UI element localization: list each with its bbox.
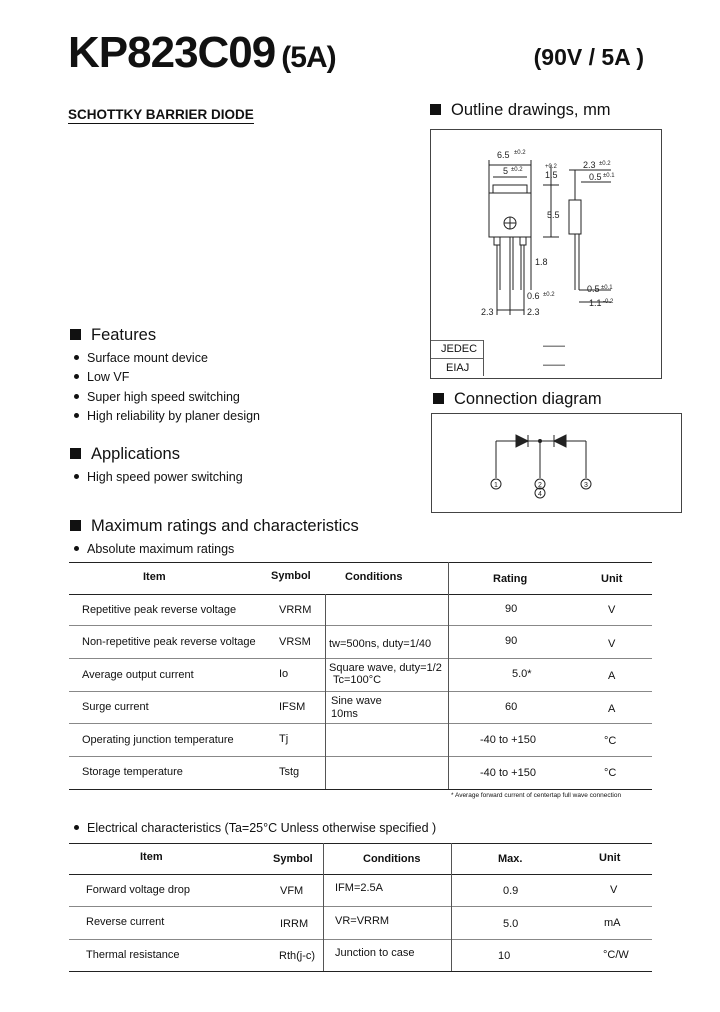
eiaj-value: —— [543, 359, 565, 371]
dim-h3: 1.8 [535, 257, 548, 267]
table-row-symbol: VRSM [279, 636, 311, 648]
table-row-rating: 90 [505, 603, 518, 615]
table-row-symbol: Rth(j-c) [279, 950, 316, 962]
table-row-symbol: VRRM [279, 604, 312, 616]
table-row-item: Operating junction temperature [82, 734, 234, 746]
dim-lead2: 1.1 [589, 298, 602, 308]
pin-1-label: 1 [494, 482, 498, 489]
dim-w1: 6.5 [497, 150, 510, 160]
bullet-icon [74, 546, 79, 551]
rating-summary: (90V / 5A ) [533, 44, 644, 70]
table-row-rating: 5.0* [512, 668, 532, 680]
svg-text:+0.2: +0.2 [545, 164, 557, 170]
dim-h1: 1.5 [545, 170, 558, 180]
jedec-value: —— [543, 340, 565, 352]
square-bullet-icon [70, 448, 81, 459]
table-row-unit: V [608, 604, 616, 616]
footnote: * Average forward current of centertap full wave connection [451, 792, 622, 799]
col-item: Item [140, 851, 163, 863]
square-bullet-icon [70, 329, 81, 340]
pin-2-label: 2 [538, 482, 542, 489]
bullet-icon [74, 394, 79, 399]
table-row-rating: 60 [505, 701, 518, 713]
table-row-condition: Square wave, duty=1/2 [329, 662, 442, 674]
dim-lead1: 0.5 [587, 284, 600, 294]
feature-item: Super high speed switching [74, 390, 240, 404]
table-row-item: Average output current [82, 669, 194, 681]
table-row-condition: IFM=2.5A [335, 882, 383, 894]
eiaj-label: EIAJ [446, 362, 470, 374]
diode-left-icon [516, 435, 528, 447]
table-row-symbol: IFSM [279, 701, 306, 713]
col-conditions: Conditions [345, 571, 403, 583]
table-row-symbol: Tstg [279, 766, 300, 778]
part-number: KP823C09 [68, 28, 276, 77]
feature-item: High reliability by planer design [74, 409, 260, 423]
dim-w2: 5 [503, 166, 509, 176]
package-body [489, 193, 531, 237]
svg-text:-0.2: -0.2 [603, 299, 614, 305]
col-symbol: Symbol [273, 853, 313, 865]
bullet-icon [74, 355, 79, 360]
diode-right-icon [554, 435, 566, 447]
dim-pin-width: 0.6 [527, 291, 540, 301]
dim-pitch2: 2.3 [527, 307, 540, 317]
svg-text:±0.2: ±0.2 [514, 150, 526, 156]
table-row-item: Non-repetitive peak reverse voltage [82, 636, 256, 648]
table-row-condition-2: Tc=100°C [333, 674, 382, 686]
table-row-unit: °C [604, 767, 617, 779]
col-unit: Unit [599, 852, 621, 864]
feature-item: Surface mount device [74, 351, 208, 365]
square-bullet-icon [433, 393, 444, 404]
part-suffix: (5A) [281, 41, 336, 74]
applications-heading: Applications [70, 445, 180, 464]
part-number-title [68, 28, 336, 78]
table-row-item: Repetitive peak reverse voltage [82, 604, 237, 616]
table-row-rating: -40 to +150 [480, 734, 536, 746]
bullet-icon [74, 825, 79, 830]
square-bullet-icon [70, 520, 81, 531]
table-row-unit: °C [604, 735, 617, 747]
table-row-item: Storage temperature [82, 766, 183, 778]
package-tab [493, 185, 527, 193]
svg-text:±0.1: ±0.1 [603, 173, 615, 179]
table-row-condition: tw=500ns, duty=1/40 [329, 638, 432, 650]
bullet-icon [74, 474, 79, 479]
feature-item: Low VF [74, 370, 129, 384]
table-row-item: Reverse current [86, 916, 165, 928]
dim-t1: 2.3 [583, 160, 596, 170]
svg-text:±0.1: ±0.1 [601, 285, 613, 291]
connection-heading: Connection diagram [433, 390, 602, 409]
connection-diagram [432, 414, 679, 510]
square-bullet-icon [430, 104, 441, 115]
table-row-max: 0.9 [503, 885, 519, 897]
col-item: Item [143, 571, 166, 583]
table-row-unit: A [608, 703, 616, 715]
table-row-rating: 90 [505, 635, 518, 647]
table-row-item: Thermal resistance [86, 949, 180, 961]
table-row-symbol: Tj [279, 733, 289, 745]
table-row-symbol: VFM [280, 885, 304, 897]
table-row-item: Surge current [82, 701, 149, 713]
table-row-condition: Junction to case [335, 947, 415, 959]
col-conditions: Conditions [363, 853, 421, 865]
dim-h2: 5.5 [547, 210, 560, 220]
dim-pitch1: 2.3 [481, 307, 494, 317]
jedec-label: JEDEC [441, 343, 478, 355]
outline-heading: Outline drawings, mm [430, 101, 611, 120]
bullet-icon [74, 413, 79, 418]
absolute-max-subheading: Absolute maximum ratings [74, 542, 234, 556]
max-ratings-heading: Maximum ratings and characteristics [70, 517, 359, 536]
col-max: Max. [498, 853, 523, 865]
table-row-condition: VR=VRRM [335, 915, 390, 927]
table-row-max: 5.0 [503, 918, 519, 930]
col-unit: Unit [601, 573, 623, 585]
pin-4-label: 4 [538, 491, 542, 498]
dim-t2: 0.5 [589, 172, 602, 182]
col-symbol: Symbol [271, 570, 311, 582]
svg-text:±0.2: ±0.2 [511, 167, 523, 173]
table-row-symbol: Io [279, 668, 289, 680]
features-heading: Features [70, 326, 156, 345]
table-row-unit: mA [604, 917, 621, 929]
table-row-item: Forward voltage drop [86, 884, 190, 896]
table-row-condition: Sine wave [331, 695, 382, 707]
table-row-symbol: IRRM [280, 918, 309, 930]
col-rating: Rating [493, 573, 528, 585]
svg-text:±0.2: ±0.2 [543, 292, 555, 298]
table-row-unit: A [608, 670, 616, 682]
table-row-unit: °C/W [603, 949, 629, 961]
table-row-condition-2: 10ms [331, 708, 358, 720]
electrical-subheading: Electrical characteristics (Ta=25°C Unless otherwise specified ) [74, 821, 436, 835]
table-row-max: 10 [498, 950, 511, 962]
table-row-unit: V [610, 884, 618, 896]
svg-text:±0.2: ±0.2 [599, 161, 611, 167]
application-item: High speed power switching [74, 470, 243, 484]
bullet-icon [74, 374, 79, 379]
table-row-unit: V [608, 638, 616, 650]
pin-3-label: 3 [584, 482, 588, 489]
table-row-rating: -40 to +150 [480, 767, 536, 779]
product-type: SCHOTTKY BARRIER DIODE [68, 107, 254, 122]
